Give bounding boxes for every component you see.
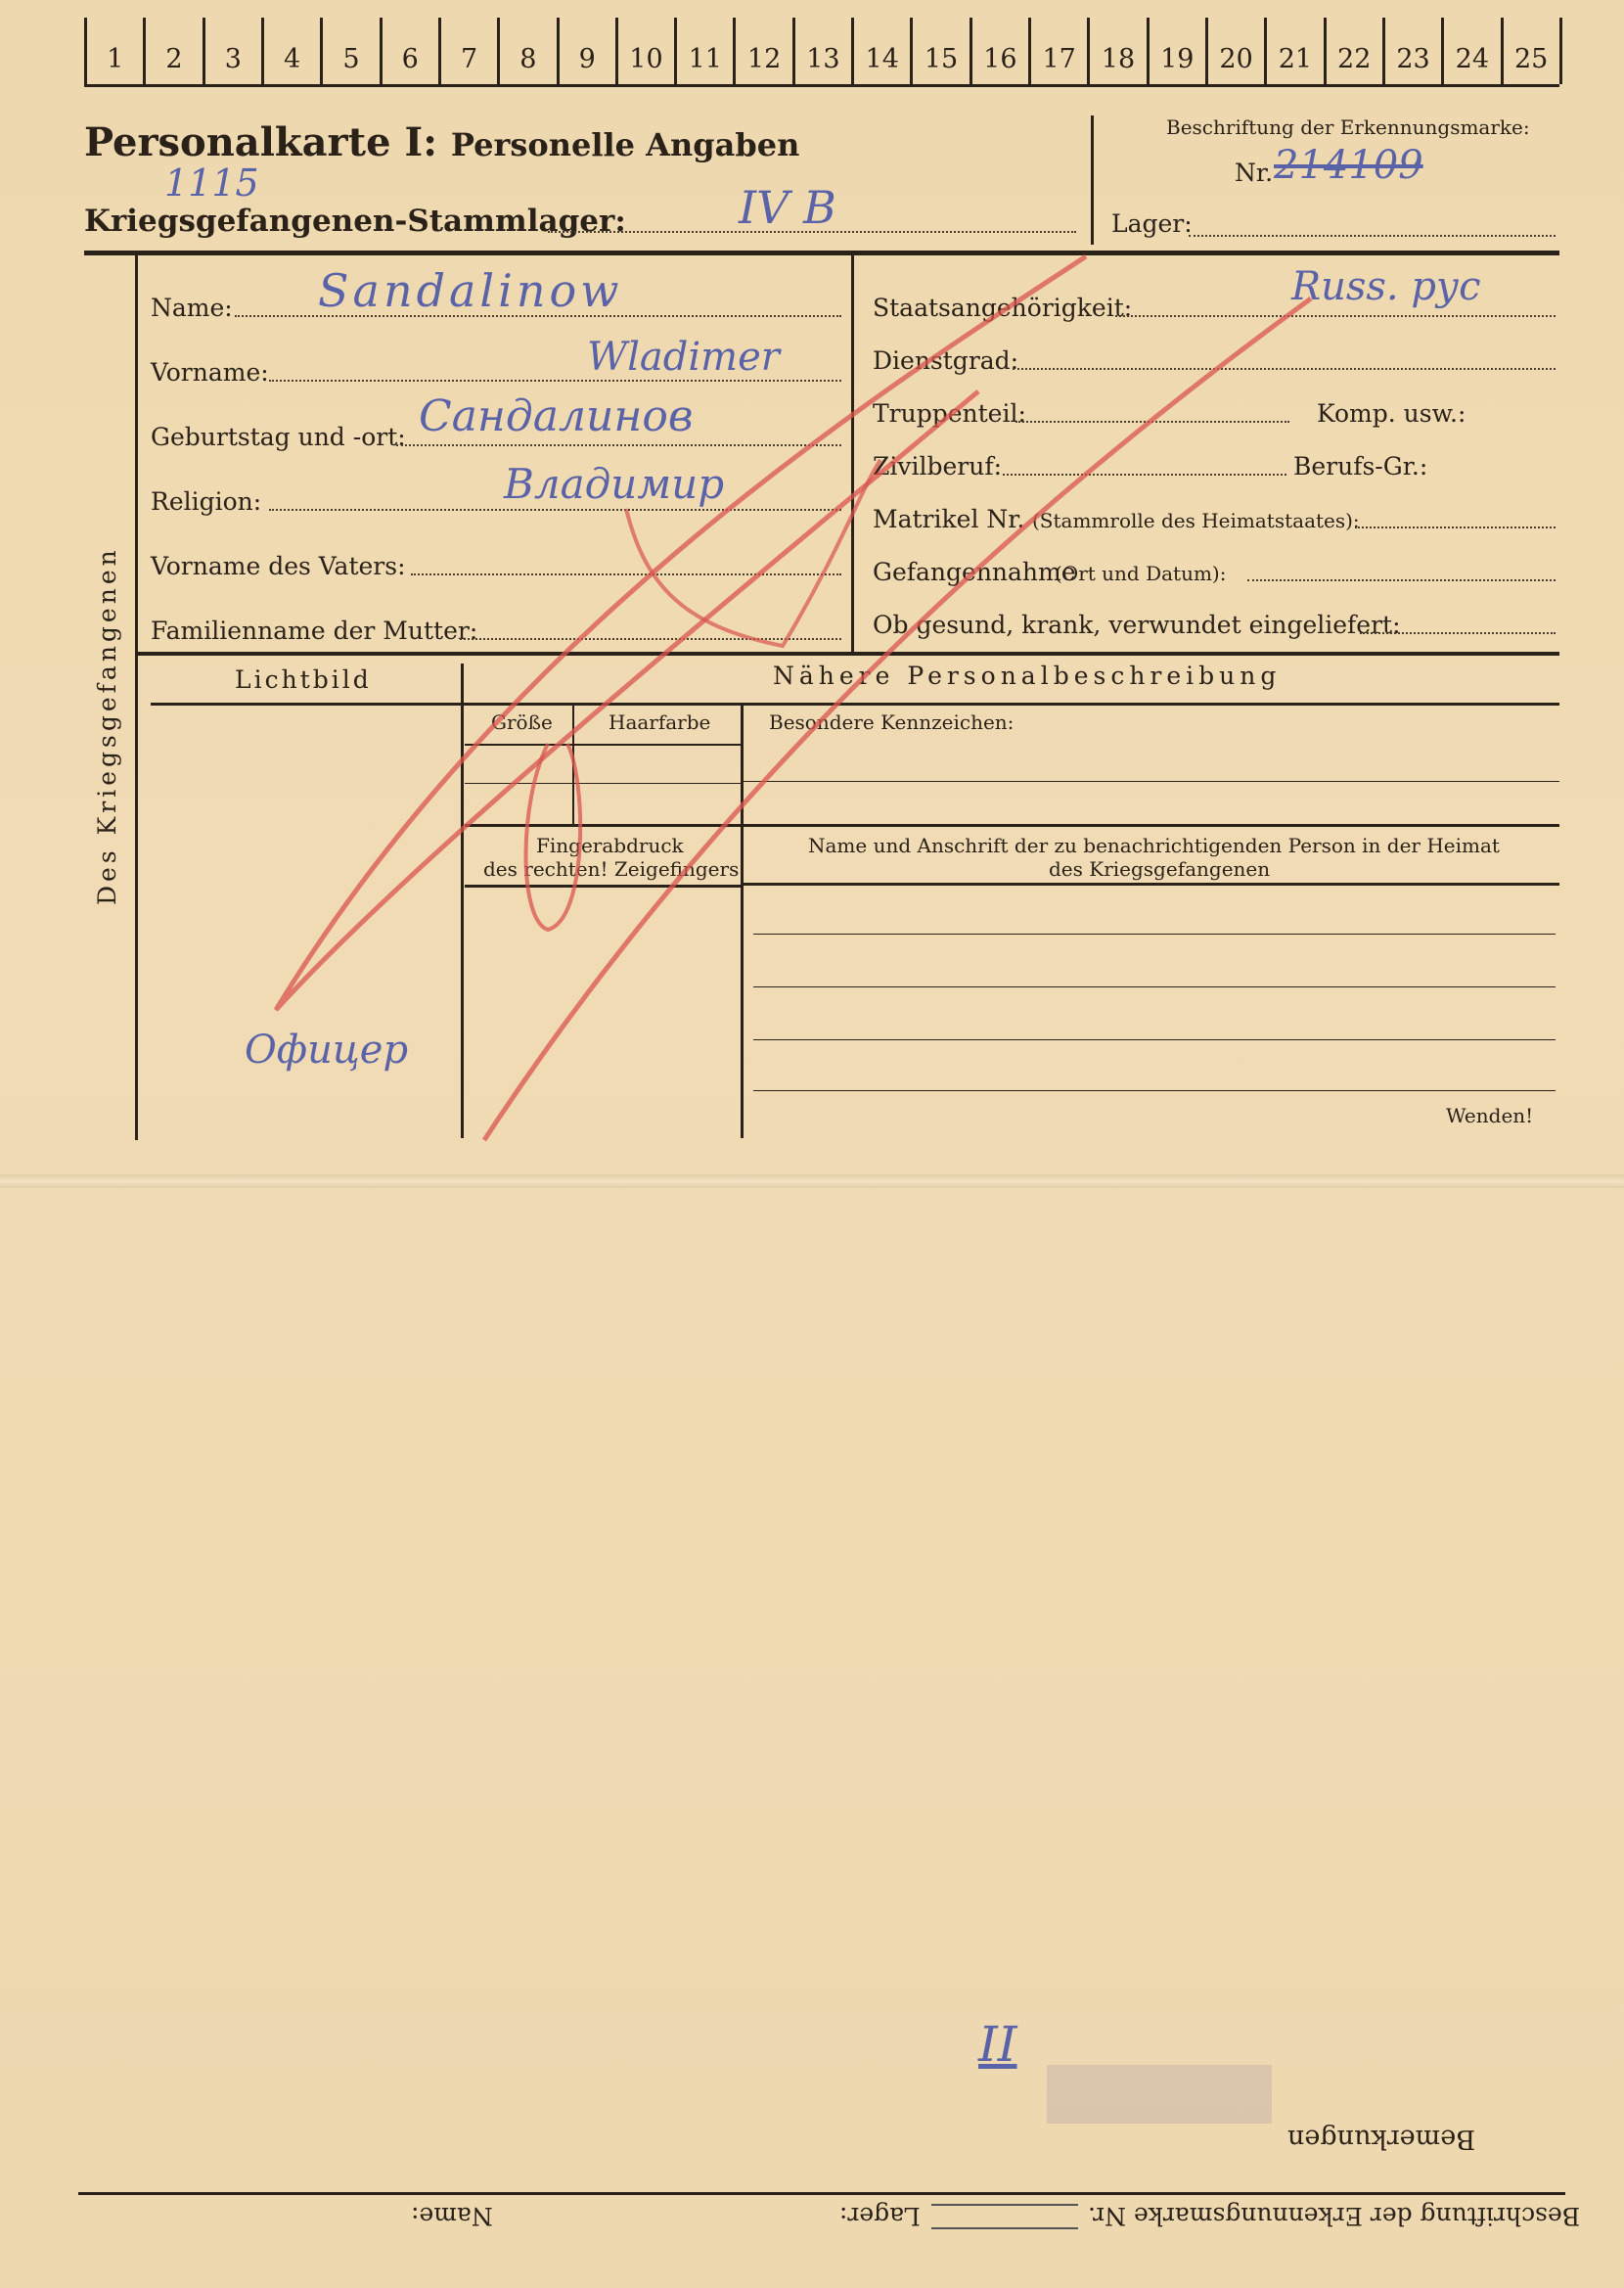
marke-label: Beschriftung der Erkennungsmarke: (1166, 115, 1530, 139)
komp-label: Komp. usw.: (1317, 399, 1466, 428)
card-title: Personalkarte I: Personelle Angaben (84, 119, 800, 165)
truppenteil-label: Truppenteil: (873, 399, 1026, 428)
back-mark: II (978, 2016, 1017, 2073)
notify-label-1: Name und Anschrift der zu benachrichtigenden Person in der Heimat (808, 834, 1500, 857)
column-number: 22 (1327, 18, 1385, 84)
kennzeichen-label: Besondere Kennzeichen: (769, 710, 1015, 734)
vorname-value: Wladimer (587, 335, 780, 380)
stammlager-value: IV B (739, 181, 836, 234)
column-number: 15 (913, 18, 971, 84)
geburt-label: Geburtstag und -ort: (151, 423, 406, 451)
column-number: 14 (854, 18, 913, 84)
stammlager-note: 1115 (164, 161, 259, 205)
footer-marke: Beschriftung der Erkennungsmarke Nr. (1088, 2202, 1581, 2230)
wenden-label: Wenden! (1446, 1104, 1534, 1127)
staat-label: Staatsangehörigkeit: (873, 294, 1133, 322)
column-number: 6 (383, 18, 441, 84)
column-number: 11 (677, 18, 736, 84)
bemerkungen-label: Bemerkungen (1287, 2124, 1476, 2154)
mutter-label: Familienname der Mutter: (151, 617, 478, 645)
column-number: 24 (1444, 18, 1503, 84)
card-subtitle: Personelle Angaben (450, 126, 800, 163)
nr-value: 214109 (1274, 143, 1423, 188)
column-number: 2 (146, 18, 204, 84)
column-number: 12 (736, 18, 794, 84)
column-number: 20 (1208, 18, 1267, 84)
groesse-label: Größe (491, 710, 553, 734)
zivil-label: Zivilberuf: (873, 452, 1003, 480)
column-number: 8 (500, 18, 559, 84)
gefangen-note: (Ort und Datum): (1055, 562, 1227, 585)
column-number: 3 (205, 18, 264, 84)
column-number: 1 (87, 18, 146, 84)
berufs-label: Berufs-Gr.: (1293, 452, 1428, 480)
column-number: 23 (1385, 18, 1444, 84)
religion-value: Владимир (504, 460, 725, 508)
matrikel-note: (Stammrolle des Heimatstaates): (1032, 509, 1360, 532)
divider (78, 2192, 1565, 2195)
column-number: 19 (1150, 18, 1208, 84)
religion-label: Religion: (151, 487, 262, 516)
lichtbild-label: Lichtbild (235, 665, 372, 694)
column-number: 17 (1031, 18, 1090, 84)
column-number: 13 (795, 18, 854, 84)
back-stamp (1047, 2065, 1272, 2124)
footer-marke-field (931, 2204, 1078, 2229)
column-number: 25 (1504, 18, 1562, 84)
column-number: 21 (1267, 18, 1326, 84)
stammlager-label: Kriegsgefangenen-Stammlager: (84, 204, 626, 239)
column-number: 5 (323, 18, 382, 84)
name-value: Sandalinow (318, 264, 623, 317)
column-number: 16 (972, 18, 1031, 84)
geburt-value: Сандалинов (419, 391, 694, 441)
finger-label-1: Fingerabdruck (536, 834, 684, 857)
column-number: 4 (264, 18, 323, 84)
haarfarbe-label: Haarfarbe (609, 710, 711, 734)
footer-lager: Lager: (839, 2202, 921, 2230)
nr-label: Nr. (1235, 159, 1274, 187)
name-label: Name: (151, 294, 233, 322)
matrikel-label: Matrikel Nr. (873, 505, 1025, 533)
column-number: 18 (1090, 18, 1149, 84)
vorname-label: Vorname: (151, 358, 269, 387)
footer-name: Name: (411, 2202, 493, 2230)
lager-label: Lager: (1111, 209, 1193, 238)
beschreibung-label: Nähere Personalbeschreibung (773, 662, 1282, 690)
photo-note: Офицер (245, 1028, 409, 1073)
gesund-label: Ob gesund, krank, verwundet eingeliefert: (873, 611, 1401, 639)
column-number: 7 (441, 18, 500, 84)
side-label: Des Kriegsgefangenen (93, 546, 121, 905)
vater-label: Vorname des Vaters: (151, 552, 406, 580)
column-number: 9 (560, 18, 618, 84)
gefangen-label: Gefangennahme (873, 558, 1076, 586)
staat-value: Russ. рус (1291, 264, 1481, 309)
column-number: 10 (618, 18, 677, 84)
finger-label-2: des rechten! Zeigefingers (483, 857, 740, 881)
dienstgrad-label: Dienstgrad: (873, 346, 1019, 375)
notify-label-2: des Kriegsgefangenen (1049, 857, 1271, 881)
